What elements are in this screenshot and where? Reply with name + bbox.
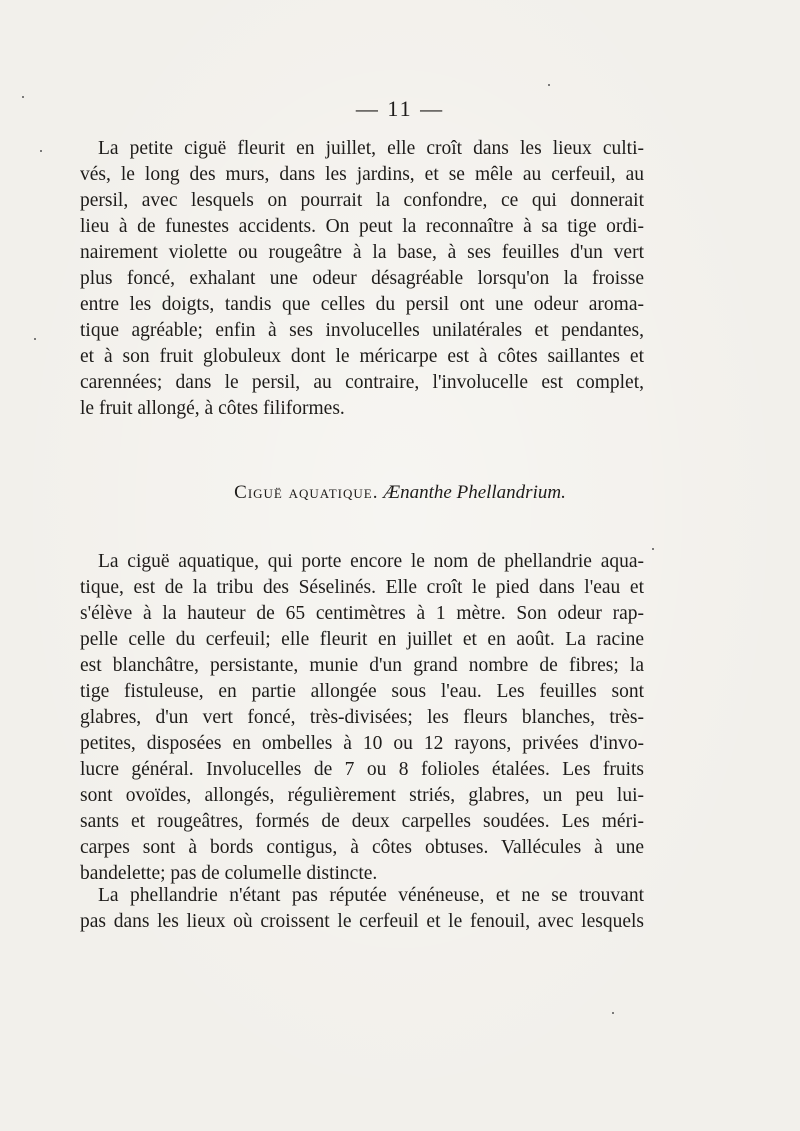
paragraph-phellandrie — [80, 883, 644, 935]
text-line: est blanchâtre, persistante, munie d'un grand nombre de fibres; la — [80, 655, 644, 676]
paper-speck — [34, 338, 36, 340]
text-line: sants et rougeâtres, formés de deux carpelles soudées. Les méri- — [80, 811, 644, 832]
text-line: glabres, d'un vert foncé, très-divisées; les fleurs blanches, très- — [80, 707, 644, 728]
text-line: plus foncé, exhalant une odeur désagréable lorsqu'on la froisse — [80, 268, 644, 289]
text-line: entre les doigts, tandis que celles du persil ont une odeur aroma- — [80, 294, 644, 315]
text-line: La ciguë aquatique, qui porte encore le nom de phellandrie aqua- — [98, 551, 644, 572]
paragraph-petite-cigue — [80, 136, 644, 422]
text-line: pas dans les lieux où croissent le cerfeuil et le fenouil, avec lesquels — [80, 911, 644, 932]
text-line: le fruit allongé, à côtes filiformes. — [80, 398, 345, 419]
section-common-name: Ciguë aquatique. — [234, 482, 379, 503]
text-line: lucre général. Involucelles de 7 ou 8 folioles étalées. Les fruits — [80, 759, 644, 780]
text-line: s'élève à la hauteur de 65 centimètres à 1 mètre. Son odeur rap- — [80, 603, 644, 624]
page-number: — 11 — — [355, 96, 445, 121]
text-line: petites, disposées en ombelles à 10 ou 12 rayons, privées d'invo- — [80, 733, 644, 754]
text-line: carpes sont à bords contigus, à côtes obtuses. Vallécules à une — [80, 837, 644, 858]
paper-speck — [612, 1012, 614, 1014]
section-heading — [0, 482, 800, 504]
text-line: vés, le long des murs, dans les jardins, et se mêle au cerfeuil, au — [80, 164, 644, 185]
text-line: La petite ciguë fleurit en juillet, elle croît dans les lieux culti- — [98, 138, 644, 159]
text-line: nairement violette ou rougeâtre à la base, à ses feuilles d'un vert — [80, 242, 644, 263]
section-latin-name: Ænanthe Phellandrium. — [383, 482, 566, 503]
text-line: carennées; dans le persil, au contraire, l'involucelle est complet, — [80, 372, 644, 393]
text-line: bandelette; pas de columelle distincte. — [80, 863, 378, 884]
text-line: persil, avec lesquels on pourrait la confondre, ce qui donnerait — [80, 190, 644, 211]
text-line: tique, est de la tribu des Séselinés. Elle croît le pied dans l'eau et — [80, 577, 644, 598]
text-line: et à son fruit globuleux dont le méricarpe est à côtes saillantes et — [80, 346, 644, 367]
text-line: tique agréable; enfin à ses involucelles unilatérales et pendantes, — [80, 320, 644, 341]
paper-speck — [548, 84, 550, 86]
paragraph-cigue-aquatique — [80, 549, 644, 887]
text-line: lieu à de funestes accidents. On peut la reconnaître à sa tige ordi- — [80, 216, 644, 237]
text-line: sont ovoïdes, allongés, régulièrement striés, glabres, un peu lui- — [80, 785, 644, 806]
text-line: pelle celle du cerfeuil; elle fleurit en juillet et en août. La racine — [80, 629, 644, 650]
text-line: La phellandrie n'étant pas réputée vénéneuse, et ne se trouvant — [98, 885, 644, 906]
paper-speck — [652, 548, 654, 550]
text-line: tige fistuleuse, en partie allongée sous l'eau. Les feuilles sont — [80, 681, 644, 702]
paper-speck — [40, 150, 42, 152]
